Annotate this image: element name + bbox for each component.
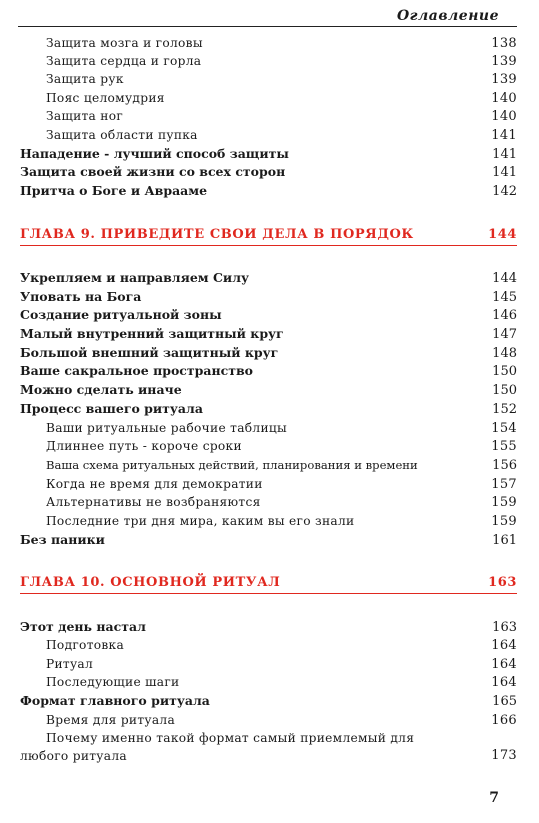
toc-entry-page: 141 [492,147,517,162]
toc-entry[interactable] [20,475,517,493]
toc-entry-page: 166 [491,713,517,728]
toc-entry[interactable] [20,493,517,511]
toc-entry-page: 147 [492,327,517,342]
toc-entry-label: Уповать на Бога [20,289,142,304]
header-title: Оглавление [396,8,499,24]
toc-entry-label: Этот день настал [20,619,146,634]
toc-entry[interactable] [20,512,517,530]
toc-entry-label: Ритуал [46,657,94,671]
toc-entry-page: 150 [492,383,517,398]
toc-entry-page: 163 [492,620,517,635]
toc-entry[interactable] [20,437,517,455]
toc-entry-page: 141 [492,165,517,180]
toc-entry-label: Защита ног [46,109,124,123]
toc-entry[interactable] [20,269,517,287]
chapter-heading[interactable] [20,225,517,246]
toc-entry[interactable] [20,419,517,437]
toc-entry[interactable] [20,655,517,673]
toc-entry-page: 159 [491,495,517,510]
toc-entry-page: 159 [491,514,517,529]
toc-entry-page: 139 [491,54,517,69]
toc-entry-label: Ваша схема ритуальных действий, планирования и времени [46,458,418,472]
toc-entry[interactable] [20,673,517,691]
toc-entry-label: Защита рук [46,72,124,86]
toc-entry-page: 165 [492,694,517,709]
toc-entry-label: Длиннее путь - короче сроки [46,439,242,453]
chapter-page: 144 [488,227,517,242]
toc-entry-page: 150 [492,364,517,379]
toc-entry-label-line2-row [20,747,517,765]
toc-entry[interactable] [20,362,517,380]
toc-entry[interactable] [20,711,517,729]
toc-entry-label: Когда не время для демократии [46,477,263,491]
toc-entry[interactable] [20,89,517,107]
toc-entry-label: Без паники [20,532,105,547]
toc-entry-page: 161 [492,533,517,548]
toc-entry[interactable] [20,288,517,306]
toc-entry-page: 155 [491,439,517,454]
toc-entry-label: Ваши ритуальные рабочие таблицы [46,421,287,435]
toc-entry-page: 142 [492,184,517,199]
toc-entry-page: 164 [491,675,517,690]
toc-entry-page: 157 [491,477,517,492]
toc-entry-label: Ваше сакральное пространство [20,363,254,378]
toc-entry[interactable] [20,70,517,88]
toc-entry-page: 138 [491,36,517,51]
toc-entry-page: 156 [492,458,517,473]
toc-entry-page: 152 [492,402,517,417]
toc-entry-label: Пояс целомудрия [46,91,165,105]
header-rule [18,26,517,27]
toc-entry[interactable] [20,107,517,125]
toc-entry-label: Нападение - лучший способ защиты [20,146,289,161]
toc-entry-page: 145 [492,290,517,305]
toc-entry[interactable] [20,456,517,474]
toc-entry-page: 164 [491,657,517,672]
toc-entry-label-line2: любого ритуала [20,749,127,763]
toc-entry[interactable] [20,34,517,52]
toc-entry-label-line1: Почему именно такой формат самый приемлемый для [46,731,415,745]
chapter-page: 163 [488,575,517,590]
toc-entry-page: 148 [492,346,517,361]
toc-entry-label: Защита области пупка [46,128,198,142]
toc-entry[interactable] [20,618,517,636]
toc-entry-label: Защита сердца и горла [46,54,202,68]
toc-entry[interactable] [20,306,517,324]
toc-entry-label: Подготовка [46,638,125,652]
toc-entry[interactable] [20,531,517,549]
toc-entry-label: Последующие шаги [46,675,180,689]
toc-entry-label: Можно сделать иначе [20,382,182,397]
toc-entry[interactable] [20,692,517,710]
toc-entry-page: 139 [491,72,517,87]
toc-entry-page: 154 [491,421,517,436]
toc-entry-label: Защита своей жизни со всех сторон [20,164,286,179]
toc-entry[interactable] [20,344,517,362]
toc-entry-page: 144 [492,271,517,286]
toc-entry-page: 146 [492,308,517,323]
toc-entry[interactable] [20,145,517,163]
toc-entry-wrapped[interactable] [20,729,517,765]
toc-entry-label: Создание ритуальной зоны [20,307,222,322]
toc-entry-label: Время для ритуала [46,713,176,727]
toc-entry-label: Последние три дня мира, каким вы его знали [46,514,355,528]
toc-entry-page: 140 [491,91,517,106]
chapter-title: ГЛАВА 10. ОСНОВНОЙ РИТУАЛ [20,575,281,590]
toc-entry-label: Укрепляем и направляем Силу [20,270,250,285]
toc-entry[interactable] [20,52,517,70]
toc-entry-page: 140 [491,109,517,124]
toc-entry-label: Альтернативы не возбраняются [46,495,261,509]
toc-entry[interactable] [20,381,517,399]
page-number: 7 [489,790,499,806]
toc-entry-label: Защита мозга и головы [46,36,203,50]
toc-entry-label: Большой внешний защитный круг [20,345,279,360]
toc-entry[interactable] [20,182,517,200]
toc-entry[interactable] [20,126,517,144]
toc-entry-page: 173 [491,748,517,763]
chapter-title: ГЛАВА 9. ПРИВЕДИТЕ СВОИ ДЕЛА В ПОРЯДОК [20,227,414,242]
toc-entry-page: 141 [491,128,517,143]
toc-entry[interactable] [20,163,517,181]
chapter-heading[interactable] [20,573,517,594]
toc-entry[interactable] [20,325,517,343]
toc-entry-label: Притча о Боге и Аврааме [20,183,208,198]
toc-entry-label: Процесс вашего ритуала [20,401,203,416]
toc-entry-page: 164 [491,638,517,653]
toc-entry[interactable] [20,636,517,654]
toc-entry-label: Формат главного ритуала [20,693,210,708]
toc-entry[interactable] [20,400,517,418]
toc-entry-label: Малый внутренний защитный круг [20,326,284,341]
